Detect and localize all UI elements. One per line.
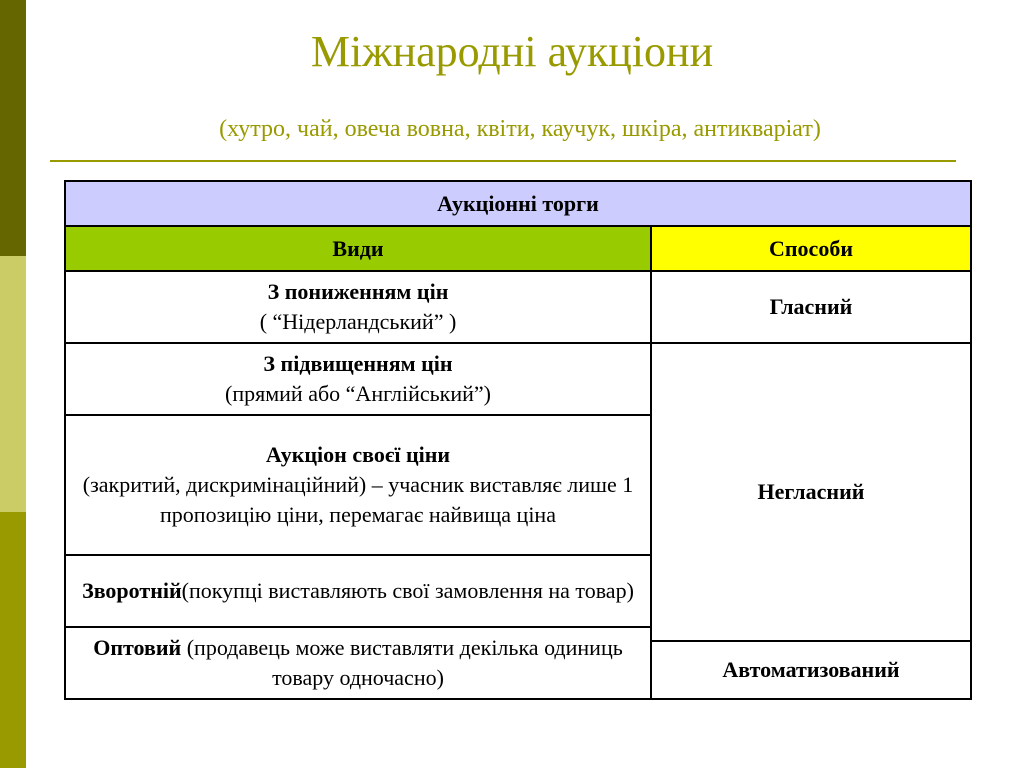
kind-cell	[65, 415, 651, 555]
kind-cell	[65, 343, 651, 415]
method-cell: Гласний	[651, 271, 971, 343]
kind-desc: (закритий, дискримінаційний) – учасник виставляє лише 1 пропозицію ціни, перемагає найвища ціна	[82, 472, 634, 527]
column-header-methods: Способи	[651, 226, 971, 271]
kind-cell	[65, 627, 651, 699]
kind-name: Оптовий	[93, 635, 182, 661]
kind-name: Аукціон своєї ціни	[265, 442, 451, 468]
kind-desc: (прямий або “Англійський”)	[225, 381, 491, 406]
kind-cell	[65, 271, 651, 343]
slide-subtitle: (хутро, чай, овеча вовна, квіти, каучук, шкіра, антикваріат)	[219, 116, 821, 142]
column-header-row	[65, 226, 971, 271]
decor-stripe-middle	[0, 256, 26, 512]
kind-name: Зворотній	[82, 578, 182, 604]
table-header: Аукціонні торги	[65, 181, 971, 226]
kind-name: З підвищенням цін	[263, 351, 453, 377]
kind-name: З пониженням цін	[267, 279, 449, 305]
table-row	[65, 343, 971, 415]
method-cell: Автоматизований	[651, 641, 971, 699]
method-cell: Негласний	[651, 343, 971, 641]
table-header-row	[65, 181, 971, 226]
kind-desc: (покупці виставляють свої замовлення на товар)	[181, 578, 634, 604]
decor-stripe-bottom	[0, 512, 26, 768]
kind-desc: (продавець може виставляти декілька одиниць товару одночасно)	[181, 635, 623, 690]
table-row	[65, 271, 971, 343]
slide-title: Міжнародні аукціони	[310, 27, 714, 76]
title-divider	[50, 160, 956, 162]
kind-desc: ( “Нідерландський” )	[259, 309, 457, 334]
auction-table	[64, 180, 972, 700]
kind-cell	[65, 555, 651, 627]
column-header-kinds: Види	[65, 226, 651, 271]
